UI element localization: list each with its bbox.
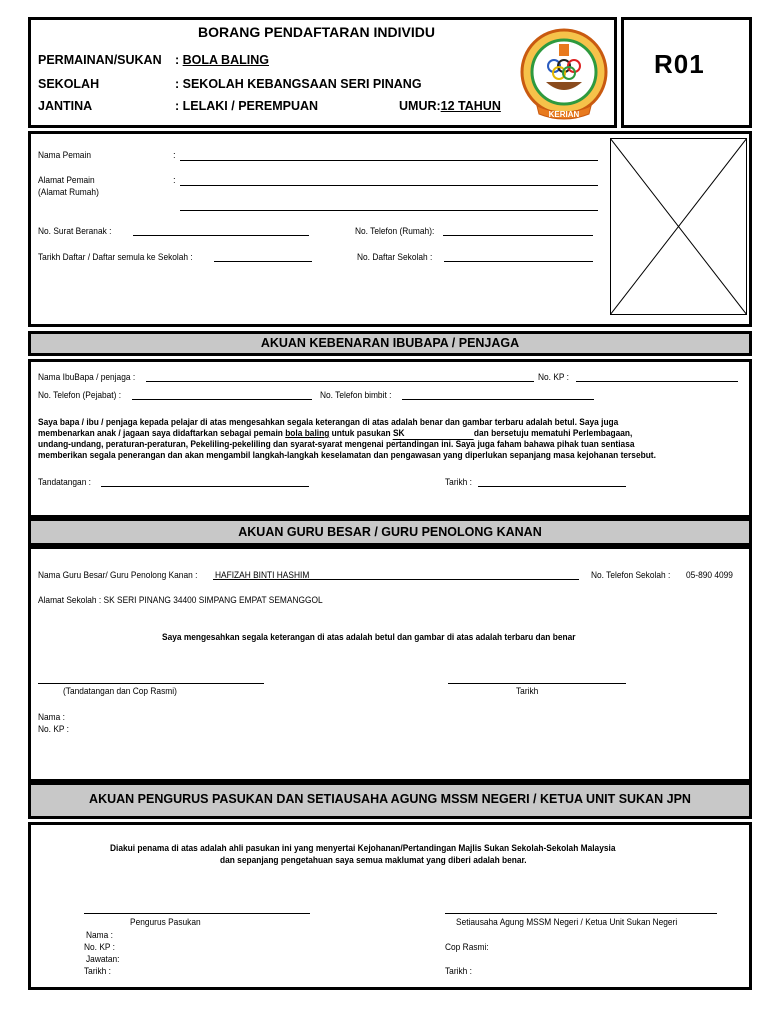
- field-setiausaha-signature[interactable]: [445, 913, 717, 914]
- label-tarikh-guru: Tarikh: [516, 686, 539, 697]
- headmaster-statement: Saya mengesahkan segala keterangan di atas adalah betul dan gambar di atas adalah terbaru dan benar: [162, 632, 576, 643]
- label-nama-guru: Nama :: [38, 712, 65, 723]
- logo-text-kerian: KERIAN: [548, 110, 580, 119]
- field-tandatangan-cop[interactable]: [38, 683, 264, 684]
- label-tel-sekolah: No. Telefon Sekolah :: [591, 570, 671, 581]
- value-tel-sekolah: 05-890 4099: [686, 570, 733, 581]
- label-pengurus-pasukan: Pengurus Pasukan: [130, 917, 201, 928]
- manager-declaration-2: dan sepanjang pengetahuan saya semua maklumat yang diberi adalah benar.: [220, 855, 527, 866]
- form-title: BORANG PENDAFTARAN INDIVIDU: [198, 24, 435, 40]
- sport-value: BOLA BALING: [182, 53, 269, 67]
- label-alamat-pemain: Alamat Pemain: [38, 175, 95, 186]
- para-2a: membenarkan anak / jagaan saya didaftarkan sebagai pemain: [38, 428, 286, 439]
- label-surat-beranak: No. Surat Beranak :: [38, 226, 112, 237]
- umur-value: 12 TAHUN: [440, 99, 501, 113]
- label-tarikh-setiausaha: Tarikh :: [445, 966, 472, 977]
- manager-heading-text: AKUAN PENGURUS PASUKAN DAN SETIAUSAHA AGUNG MSSM NEGERI / KETUA UNIT SUKAN JPN: [89, 792, 691, 806]
- value-sekolah: : SEKOLAH KEBANGSAAN SERI PINANG: [175, 77, 422, 91]
- label-tarikh-daftar: Tarikh Daftar / Daftar semula ke Sekolah :: [38, 252, 193, 263]
- field-tandatangan-ibubapa[interactable]: [101, 486, 309, 487]
- label-no-daftar: No. Daftar Sekolah :: [357, 252, 433, 263]
- umur-label: UMUR:: [399, 99, 441, 113]
- value-jantina: : LELAKI / PEREMPUAN: [175, 99, 319, 113]
- label-telefon-rumah: No. Telefon (Rumah):: [355, 226, 435, 237]
- label-tandatangan-cop: (Tandatangan dan Cop Rasmi): [63, 686, 177, 697]
- label-nama-pengurus: Nama :: [86, 930, 113, 941]
- field-tel-bimbit[interactable]: [402, 399, 594, 400]
- para-2c: untuk pasukan: [329, 428, 393, 439]
- colon-2: :: [173, 175, 176, 186]
- value-nama-guru-besar: HAFIZAH BINTI HASHIM: [215, 570, 310, 581]
- field-surat-beranak[interactable]: [133, 235, 309, 236]
- sep-colon: :: [175, 53, 183, 67]
- field-nama-guru-besar[interactable]: [213, 579, 579, 580]
- field-tarikh-daftar[interactable]: [214, 261, 312, 262]
- label-nama-guru-besar: Nama Guru Besar/ Guru Penolong Kanan :: [38, 570, 198, 581]
- manager-declaration-1: Diakui penama di atas adalah ahli pasukan ini yang menyertai Kejohanan/Pertandingan Majlis Sukan Sekolah-Sekolah Malaysia: [110, 843, 616, 854]
- field-tel-pejabat[interactable]: [132, 399, 312, 400]
- field-nama-pemain[interactable]: [180, 160, 598, 161]
- label-no-kp-pengurus: No. KP :: [84, 942, 115, 953]
- alamat-sekolah: Alamat Sekolah : SK SERI PINANG 34400 SIMPANG EMPAT SEMANGGOL: [38, 595, 323, 606]
- para-2d: SK: [393, 428, 474, 440]
- label-nama-pemain: Nama Pemain: [38, 150, 91, 161]
- label-jawatan: Jawatan:: [86, 954, 120, 965]
- label-tel-bimbit: No. Telefon bimbit :: [320, 390, 392, 401]
- label-cop-rasmi: Cop Rasmi:: [445, 942, 489, 953]
- mssd-kerian-logo: [519, 22, 609, 124]
- field-alamat-2[interactable]: [180, 210, 598, 211]
- value-permainan: [175, 53, 269, 67]
- headmaster-box: [28, 546, 752, 782]
- label-alamat-rumah: (Alamat Rumah): [38, 187, 99, 198]
- parent-paragraph-line-4: memberikan segala penerangan dan akan mengambil langkah-langkah keselamatan dan pengawasan yang diperlukan sepanjang masa kejohanan tersebut.: [38, 450, 656, 461]
- para-2e: dan bersetuju mematuhi Perlembagaan,: [473, 428, 633, 439]
- para-2b: bola baling: [285, 428, 330, 439]
- field-tarikh-ibubapa[interactable]: [478, 486, 626, 487]
- parent-paragraph-line-3: undang-undang, peraturan-peraturan, Pekeliling-pekeliling dan syarat-syarat mengenai pertandingan ini. Saya juga faham bahawa pihak tuan sentiasa: [38, 439, 635, 450]
- label-tarikh-pengurus: Tarikh :: [84, 966, 111, 977]
- label-sekolah: SEKOLAH: [38, 77, 100, 91]
- label-tarikh-ibubapa: Tarikh :: [445, 477, 472, 488]
- label-permainan: PERMAINAN/SUKAN: [38, 53, 162, 67]
- parent-heading: [28, 331, 752, 356]
- label-tandatangan-ibubapa: Tandatangan :: [38, 477, 92, 488]
- label-jantina: JANTINA: [38, 99, 93, 113]
- field-alamat-1[interactable]: [180, 185, 598, 186]
- headmaster-heading-text: AKUAN GURU BESAR / GURU PENOLONG KANAN: [238, 525, 542, 539]
- photo-placeholder: [610, 138, 747, 315]
- label-tel-pejabat: No. Telefon (Pejabat) :: [38, 390, 122, 401]
- label-nama-ibubapa: Nama IbuBapa / penjaga :: [38, 372, 136, 383]
- field-nama-ibubapa[interactable]: [146, 381, 534, 382]
- field-telefon-rumah[interactable]: [443, 235, 593, 236]
- field-tarikh-guru[interactable]: [448, 683, 626, 684]
- umur: [399, 99, 501, 113]
- field-pengurus-signature[interactable]: [84, 913, 310, 914]
- field-no-kp-ibubapa[interactable]: [576, 381, 738, 382]
- headmaster-heading: [28, 518, 752, 546]
- colon-1: :: [173, 150, 176, 161]
- field-no-daftar[interactable]: [444, 261, 593, 262]
- label-setiausaha: Setiausaha Agung MSSM Negeri / Ketua Unit Sukan Negeri: [456, 917, 678, 928]
- label-no-kp-guru: No. KP :: [38, 724, 69, 735]
- label-no-kp-ibubapa: No. KP :: [538, 372, 569, 383]
- parent-paragraph-line-1: Saya bapa / ibu / penjaga kepada pelajar di atas mengesahkan segala keterangan di atas adalah benar dan gambar terbaru adalah betul. Saya juga: [38, 417, 619, 428]
- parent-heading-text: AKUAN KEBENARAN IBUBAPA / PENJAGA: [260, 336, 520, 350]
- manager-heading: [28, 782, 752, 819]
- form-code: R01: [654, 49, 705, 79]
